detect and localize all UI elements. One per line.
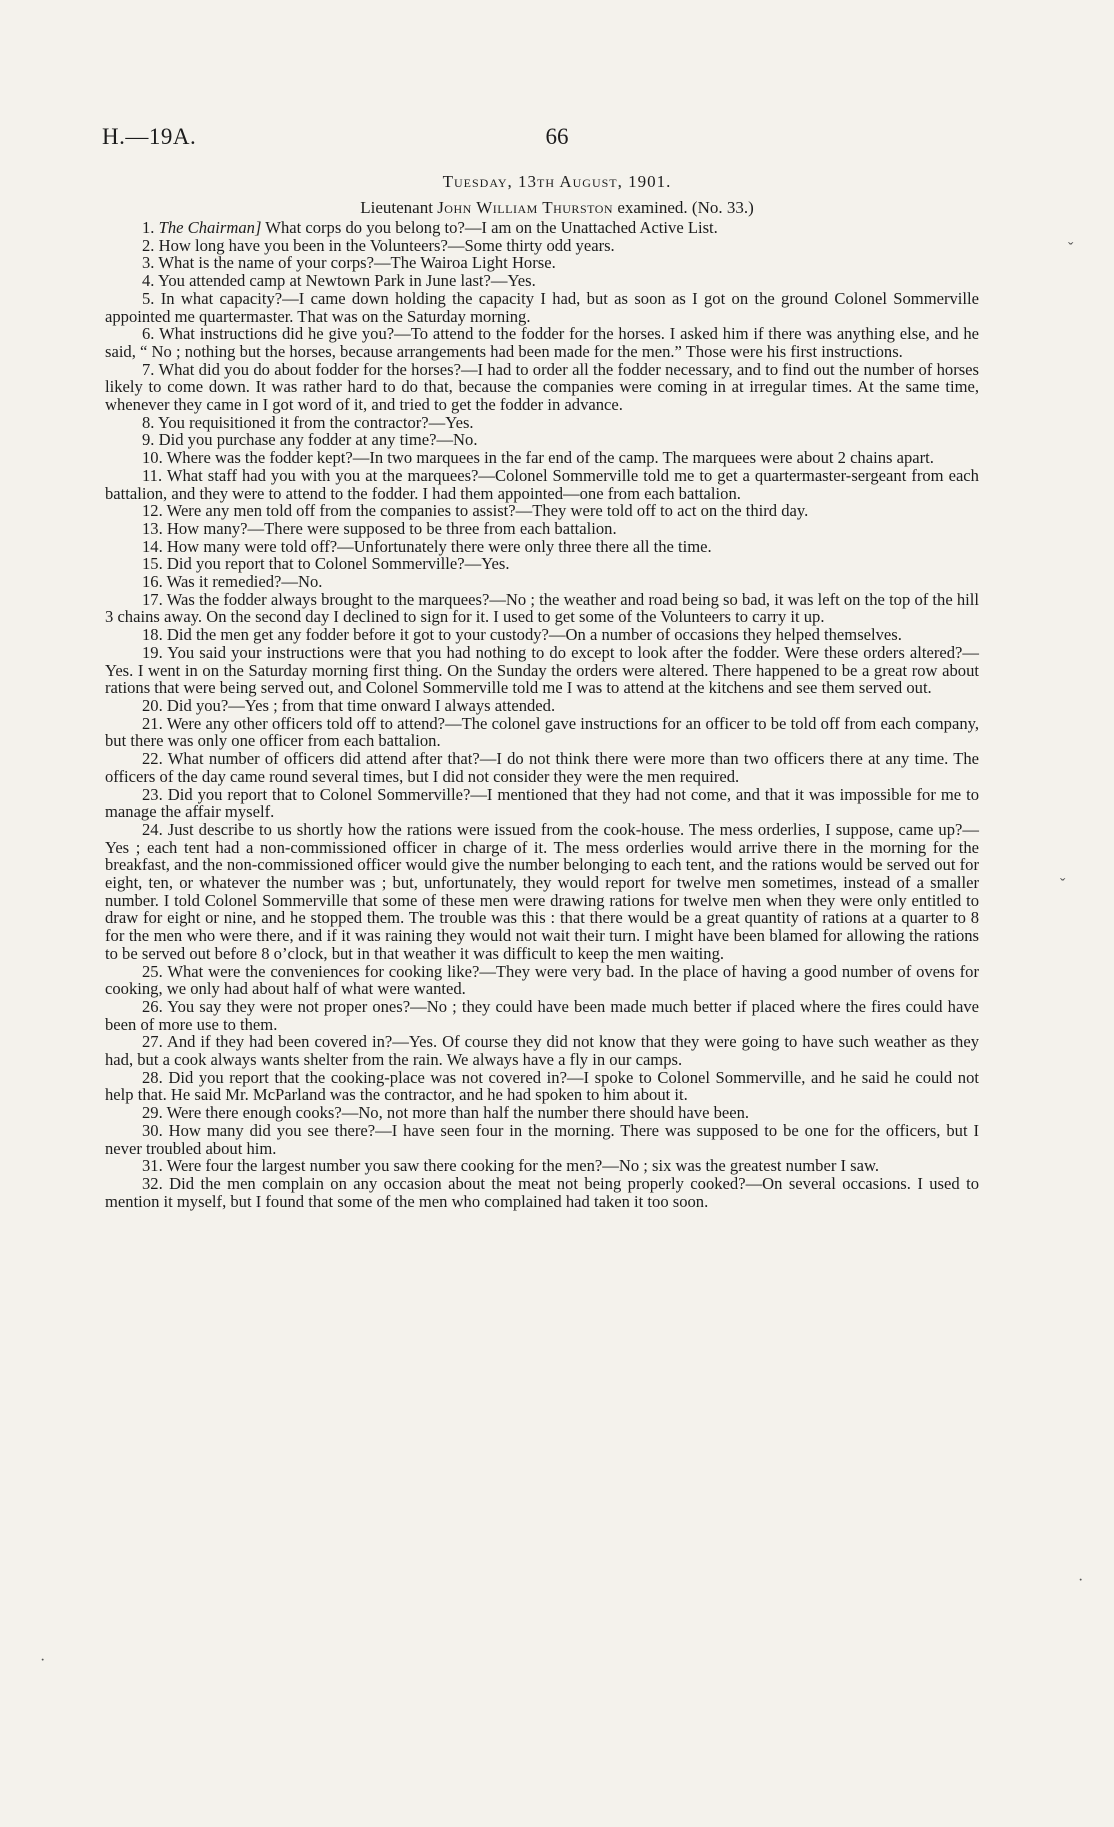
qa-entry bbox=[105, 502, 979, 520]
question-answer-text: Were four the largest number you saw there cooking for the men?—No ; six was the greatest number I saw. bbox=[166, 1156, 880, 1176]
question-number: 13. bbox=[142, 518, 163, 538]
witness-number: (No. 33.) bbox=[691, 198, 754, 217]
question-number: 32. bbox=[142, 1173, 163, 1193]
question-number: 7. bbox=[142, 359, 155, 379]
witness-examined: examined. bbox=[617, 198, 688, 217]
qa-entry bbox=[105, 1157, 979, 1175]
question-answer-text: What staff had you with you at the marquees?—Colonel Sommerville told me to get a quartermaster-sergeant from each battalion, and they were to attend to the fodder. I had them appointed—one from each battalion. bbox=[105, 465, 979, 503]
qa-entry bbox=[105, 254, 979, 272]
witness-heading bbox=[0, 198, 1114, 218]
question-number: 6. bbox=[142, 324, 155, 344]
question-number: 1. bbox=[142, 218, 155, 237]
question-answer-text: What did you do about fodder for the horses?—I had to order all the fodder necessary, and to find out the number of horses likely to come down. It was rather hard to do that, because the companies were coming in at irregular times. At the same time, whenever they came in I got word of it, and tried to get the fodder in advance. bbox=[105, 359, 979, 415]
question-number: 26. bbox=[142, 996, 163, 1016]
qa-entry bbox=[105, 750, 979, 785]
qa-entry bbox=[105, 414, 979, 432]
question-number: 30. bbox=[142, 1120, 163, 1140]
question-number: 14. bbox=[142, 536, 163, 556]
question-answer-text: Just describe to us shortly how the rations were issued from the cook-house. The mess orderlies, I suppose, came up?—Yes ; each tent had a non-commissioned officer in charge of it. The mess orderlies would arrive there in the morning for the breakfast, and the non-commissioned officer would give the number belonging to each tent, and the rations would be served out for eight, ten, or whatever the number was ; but, unfortunately, they would report for twelve men sometimes, instead of a smaller number. I told Colonel Sommerville that some of these men were drawing rations for twelve men when they were only entitled to draw for eight or nine, and he stopped them. The trouble was this : that there would be a great quantity of rations at a quarter to 8 for the men who were there, and if it was raining they would not wait their turn. I might have been blamed for allowing the rations to be served out before 8 o’clock, but in that weather it was difficult to keep the men waiting. bbox=[105, 819, 979, 963]
question-answer-text: Were any men told off from the companies to assist?—They were told off to act on the third day. bbox=[166, 501, 809, 521]
question-number: 20. bbox=[142, 695, 163, 715]
qa-entry bbox=[105, 272, 979, 290]
qa-entry bbox=[105, 449, 979, 467]
question-number: 11. bbox=[142, 465, 163, 485]
question-answer-text: What number of officers did attend after that?—I do not think there were more than two officers there at any time. The officers of the day came round several times, but I did not consider they were the men required. bbox=[105, 749, 979, 786]
page-number: 66 bbox=[545, 124, 569, 149]
qa-entry bbox=[105, 786, 979, 821]
question-answer-text: Did you report that to Colonel Sommerville?—I mentioned that they had not come, and that it was impossible for me to manage the affair myself. bbox=[105, 784, 979, 822]
margin-mark: · bbox=[40, 1652, 46, 1669]
qa-entry bbox=[105, 626, 979, 644]
qa-entry bbox=[105, 1122, 979, 1157]
qa-entry bbox=[105, 963, 979, 998]
qa-entry bbox=[105, 467, 979, 502]
qa-entry bbox=[105, 361, 979, 414]
question-number: 27. bbox=[142, 1032, 163, 1052]
question-answer-text: Did you report that to Colonel Sommerville?—Yes. bbox=[166, 554, 510, 574]
qa-entry bbox=[105, 325, 979, 360]
examination-transcript bbox=[105, 219, 979, 1210]
qa-entry bbox=[105, 821, 979, 963]
question-answer-text: You attended camp at Newtown Park in June last?—Yes. bbox=[158, 271, 536, 291]
witness-name: John William Thurston bbox=[437, 198, 614, 217]
question-number: 29. bbox=[142, 1103, 163, 1123]
question-answer-text: Were any other officers told off to attend?—The colonel gave instructions for an officer to be told off from each company, but there was only one officer from each battalion. bbox=[105, 713, 979, 751]
qa-entry bbox=[105, 431, 979, 449]
question-number: 12. bbox=[142, 501, 163, 521]
question-number: 17. bbox=[142, 589, 163, 609]
qa-entry bbox=[105, 237, 979, 255]
question-number: 4. bbox=[142, 271, 155, 291]
question-answer-text: You said your instructions were that you had nothing to do except to look after the fodder. Were these orders altered?—Yes. I went in on the Saturday morning first thing. On the Sunday the orders were altered. There happened to be a great row about rations that were being served out, and Colonel Sommerville told me I was to attend at the kitchens and see them served out. bbox=[105, 642, 979, 698]
qa-entry bbox=[105, 555, 979, 573]
qa-entry bbox=[105, 219, 979, 237]
question-number: 19. bbox=[142, 642, 163, 662]
question-answer-text: What instructions did he give you?—To attend to the fodder for the horses. I asked him if there was anything else, and he said, “ No ; nothing but the horses, because arrangements had been made for the men.” Those were his first instructions. bbox=[105, 324, 979, 361]
question-answer-text: Was the fodder always brought to the marquees?—No ; the weather and road being so bad, it was left on the top of the hill 3 chains away. On the second day I declined to sign for it. I used to get some of the Volunteers to carry it up. bbox=[105, 589, 979, 627]
margin-mark: · bbox=[1078, 1572, 1084, 1589]
question-answer-text: Was it remedied?—No. bbox=[166, 572, 323, 592]
question-answer-text: How many did you see there?—I have seen four in the morning. There was supposed to be one for the officers, but I never troubled about him. bbox=[105, 1120, 979, 1158]
question-answer-text: What were the conveniences for cooking like?—They were very bad. In the place of having a good number of ovens for cooking, we only had about half of what were wanted. bbox=[105, 961, 979, 999]
qa-entry bbox=[105, 591, 979, 626]
question-answer-text: And if they had been covered in?—Yes. Of course they did not know that they were going to have such weather as they had, but a cook always wants shelter from the rain. We always have a fly in our camps. bbox=[105, 1032, 979, 1070]
question-number: 31. bbox=[142, 1156, 163, 1176]
question-answer-text: How long have you been in the Volunteers?—Some thirty odd years. bbox=[158, 235, 615, 255]
margin-mark: ˇ bbox=[1068, 240, 1074, 257]
qa-entry bbox=[105, 290, 979, 325]
question-number: 2. bbox=[142, 235, 155, 255]
document-reference: H.—19A. bbox=[102, 124, 197, 149]
qa-entry bbox=[105, 520, 979, 538]
question-number: 10. bbox=[142, 448, 163, 468]
qa-entry bbox=[105, 573, 979, 591]
qa-entry bbox=[105, 1069, 979, 1104]
question-answer-text: Were there enough cooks?—No, not more than half the number there should have been. bbox=[166, 1103, 750, 1123]
question-number: 16. bbox=[142, 572, 163, 592]
qa-entry bbox=[105, 538, 979, 556]
question-number: 18. bbox=[142, 625, 163, 645]
question-number: 15. bbox=[142, 554, 163, 574]
qa-entry bbox=[105, 1033, 979, 1068]
question-number: 25. bbox=[142, 961, 163, 981]
question-number: 3. bbox=[142, 253, 155, 273]
question-number: 9. bbox=[142, 430, 155, 450]
qa-entry bbox=[105, 1104, 979, 1122]
question-answer-text: You requisitioned it from the contractor?—Yes. bbox=[158, 412, 474, 432]
speaker-name: The Chairman] bbox=[158, 218, 262, 237]
qa-entry bbox=[105, 644, 979, 697]
question-answer-text: What is the name of your corps?—The Wairoa Light Horse. bbox=[158, 253, 556, 273]
question-number: 22. bbox=[142, 749, 163, 769]
question-answer-text: Did you?—Yes ; from that time onward I always attended. bbox=[166, 695, 556, 715]
question-answer-text: Did you report that the cooking-place was not covered in?—I spoke to Colonel Sommerville, and he said he could not help that. He said Mr. McParland was the contractor, and he had spoken to him about it. bbox=[105, 1067, 979, 1105]
question-answer-text: How many were told off?—Unfortunately there were only three there all the time. bbox=[166, 536, 712, 556]
qa-entry bbox=[105, 998, 979, 1033]
qa-entry bbox=[105, 1175, 979, 1210]
question-answer-text: How many?—There were supposed to be three from each battalion. bbox=[166, 518, 617, 538]
question-number: 21. bbox=[142, 713, 163, 733]
question-number: 5. bbox=[142, 288, 155, 308]
session-date: Tuesday, 13th August, 1901. bbox=[442, 172, 672, 191]
question-answer-text: In what capacity?—I came down holding the capacity I had, but as soon as I got on the ground Colonel Sommerville appointed me quartermaster. That was on the Saturday morning. bbox=[105, 288, 979, 326]
question-number: 8. bbox=[142, 412, 155, 432]
question-answer-text: Did the men get any fodder before it got to your custody?—On a number of occasions they helped themselves. bbox=[166, 625, 902, 645]
question-number: 23. bbox=[142, 784, 163, 804]
witness-rank: Lieutenant bbox=[360, 198, 433, 217]
question-number: 24. bbox=[142, 819, 163, 839]
question-answer-text: You say they were not proper ones?—No ; they could have been made much better if placed where the fires could have been of more use to them. bbox=[105, 996, 979, 1034]
qa-entry bbox=[105, 697, 979, 715]
question-answer-text: What corps do you belong to?—I am on the Unattached Active List. bbox=[265, 218, 718, 237]
question-answer-text: Did you purchase any fodder at any time?—No. bbox=[158, 430, 478, 450]
page-header bbox=[102, 124, 1012, 154]
qa-entry bbox=[105, 715, 979, 750]
question-number: 28. bbox=[142, 1067, 163, 1087]
question-answer-text: Where was the fodder kept?—In two marquees in the far end of the camp. The marquees were about 2 chains apart. bbox=[166, 448, 934, 468]
question-answer-text: Did the men complain on any occasion about the meat not being properly cooked?—On several occasions. I used to mention it myself, but I found that some of the men who complained had taken it too soon. bbox=[105, 1173, 979, 1211]
margin-mark: ˇ bbox=[1060, 876, 1066, 893]
